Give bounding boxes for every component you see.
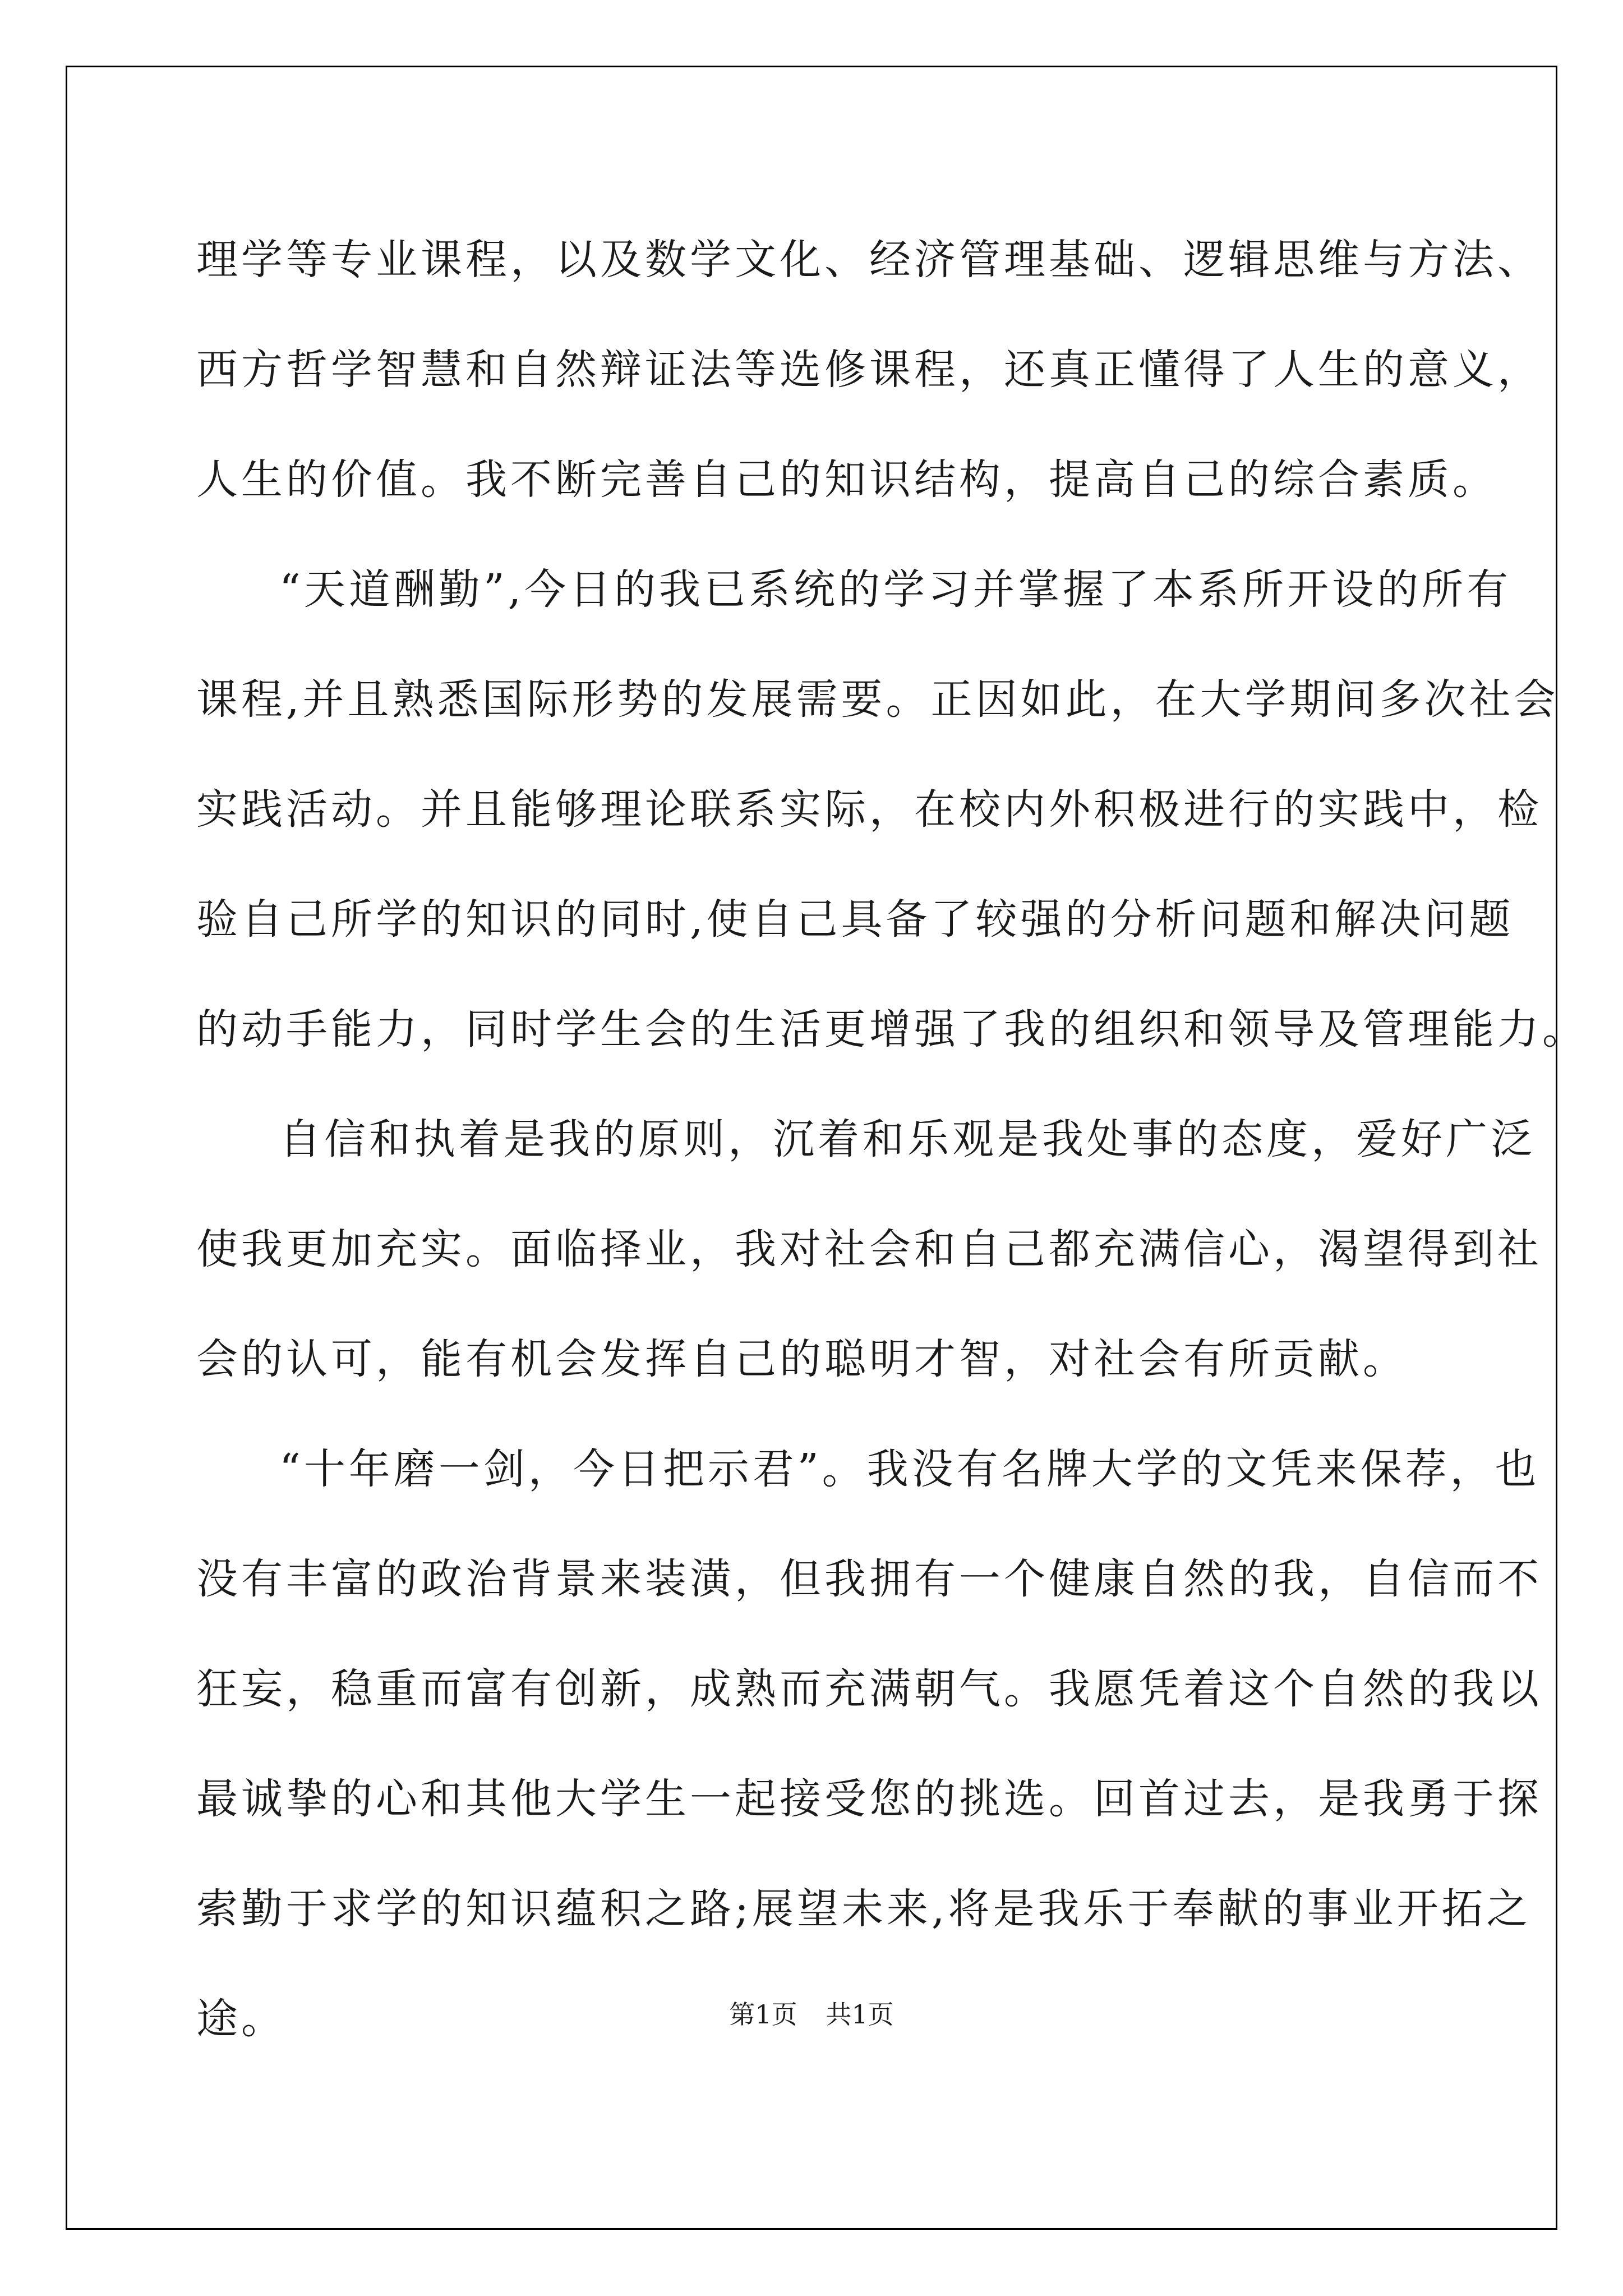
text-line: 人生的价值。我不断完善自己的知识结构，提高自己的综合素质。 (196, 455, 1497, 504)
text-line: 最诚挚的心和其他大学生一起接受您的挑选。回首过去，是我勇于探 (196, 1775, 1542, 1823)
text-line: 自信和执着是我的原则，沉着和乐观是我处事的态度，爱好广泛 (279, 1115, 1536, 1163)
text-line: 狂妄，稳重而富有创新，成熟而充满朝气。我愿凭着这个自然的我以 (196, 1665, 1542, 1713)
text-line: 西方哲学智慧和自然辩证法等选修课程，还真正懂得了人生的意义， (196, 346, 1542, 394)
text-line: 没有丰富的政治背景来装潢，但我拥有一个健康自然的我，自信而不 (196, 1555, 1542, 1603)
document-body (196, 205, 1587, 2074)
text-line: “十年磨一剑，今日把示君”。我没有名牌大学的文凭来保荐，也 (279, 1445, 1540, 1493)
text-line: 验自己所学的知识的同时,使自己具备了较强的分析问题和解决问题 (196, 895, 1514, 944)
text-line: 途。 (196, 1995, 286, 2043)
text-line: 会的认可，能有机会发挥自己的聪明才智，对社会有所贡献。 (196, 1335, 1408, 1383)
text-line: “天道酬勤”,今日的我已系统的学习并掌握了本系所开设的所有 (279, 565, 1512, 614)
text-line: 索勤于求学的知识蕴积之路;展望未来,将是我乐于奉献的事业开拓之 (196, 1885, 1532, 1933)
text-line: 理学等专业课程，以及数学文化、经济管理基础、逻辑思维与方法、 (196, 236, 1542, 284)
text-line: 实践活动。并且能够理论联系实际，在校内外积极进行的实践中，检 (196, 785, 1542, 834)
page-footer (0, 1994, 1623, 2031)
page-total: 共1页 (826, 1999, 894, 2030)
text-line: 的动手能力，同时学生会的生活更增强了我的组织和领导及管理能力。 (196, 1005, 1587, 1053)
text-line: 使我更加充实。面临择业，我对社会和自己都充满信心，渴望得到社 (196, 1225, 1542, 1273)
text-line: 课程,并且熟悉国际形势的发展需要。正因如此，在大学期间多次社会 (196, 675, 1559, 724)
page-number: 第1页 (729, 1999, 797, 2030)
